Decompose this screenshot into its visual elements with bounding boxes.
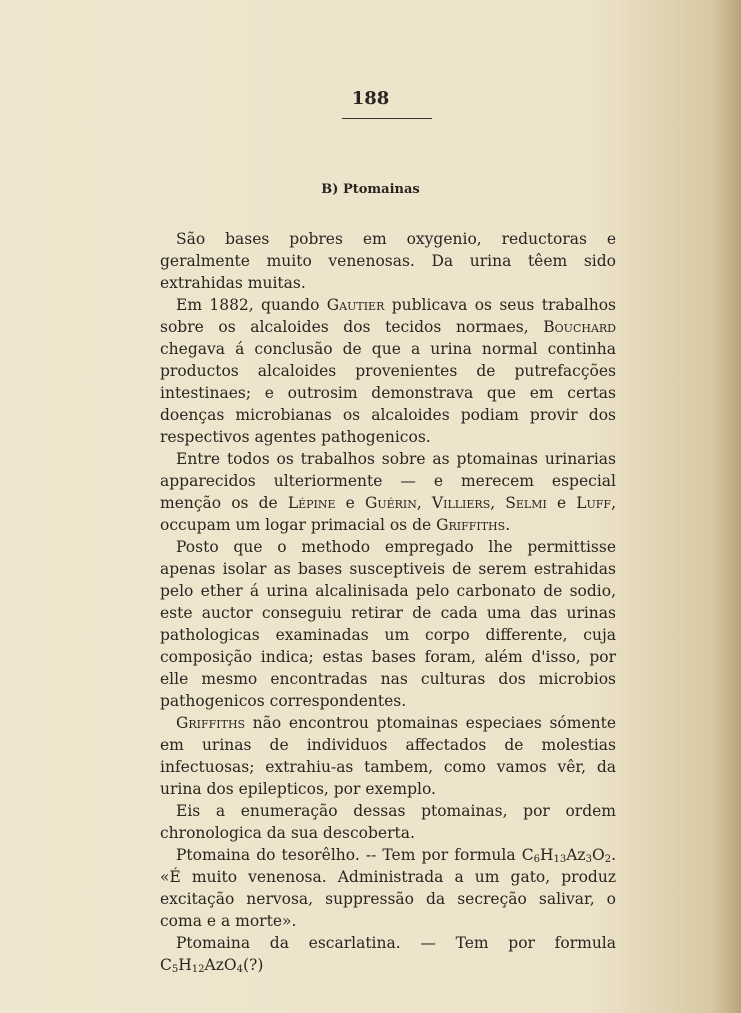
text-run: Eis a enumeração dessas ptomainas, por ordem chronologica da sua descoberta. <box>160 802 616 842</box>
paragraph <box>160 228 616 294</box>
text-run: chegava á conclusão de que a urina normal continha productos alcaloides provenientes de putrefacções intestinaes; e outrosim demonstrava que em certas doenças microbianas os alcaloides podiam provir dos respectivos agentes pathogenicos. <box>160 340 616 446</box>
paragraph <box>160 844 616 932</box>
text-run: publicava os seus trabalhos sobre os alcaloides dos tecidos normaes, <box>160 296 616 336</box>
paragraph <box>160 712 616 800</box>
page-number: 188 <box>351 88 390 109</box>
text-run: São bases pobres em oxygenio, reductoras e geralmente muito venenosas. Da urina têem sido extrahidas muitas. <box>160 230 616 292</box>
paragraph <box>160 294 616 448</box>
text-run: e <box>546 494 577 512</box>
author-name: Bouchard <box>543 318 616 336</box>
text-run: Entre todos os trabalhos sobre as ptomainas urinarias apparecidos ulteriormente — e merecem especial menção os de <box>160 450 616 512</box>
text-run: O <box>591 846 605 864</box>
body-text <box>160 228 616 976</box>
text-run: Ptomaina da escarlatina. — Tem por formula C <box>160 934 616 974</box>
formula-subscript: 4 <box>236 964 243 975</box>
text-run: e <box>335 494 365 512</box>
text-run: Posto que o methodo empregado lhe permittisse apenas isolar as bases susceptiveis de serem estrahidas pelo ether á urina alcalinisada pelo carbonato de sodio, este auctor conseguiu retirar de cada uma das urinas pathologicas examinadas um corpo differente, cuja composição indica; estas bases foram, além d'isso, por elle mesmo encontradas nas culturas dos microbios pathogenicos correspondentes. <box>160 538 616 710</box>
paragraph <box>160 800 616 844</box>
author-name: Selmi <box>505 494 547 512</box>
text-run: AzO <box>204 956 237 974</box>
formula-subscript: 13 <box>553 854 567 865</box>
text-run: (?) <box>242 956 264 974</box>
text-run: Az <box>566 846 586 864</box>
formula-subscript: 2 <box>604 854 612 865</box>
author-name: Gautier <box>326 296 385 314</box>
text-run: H <box>539 846 554 864</box>
paragraph <box>160 932 616 976</box>
paragraph <box>160 448 616 536</box>
author-name: Guérin <box>364 494 417 512</box>
header-rule <box>342 118 432 119</box>
author-name: Griffiths <box>176 714 246 732</box>
formula-subscript: 3 <box>585 854 592 865</box>
author-name: Griffiths <box>436 516 506 534</box>
text-run: . <box>505 516 511 534</box>
formula-subscript: 12 <box>191 964 205 975</box>
text-run: , occupam um logar primacial os de <box>160 494 616 534</box>
text-run: Ptomaina do tesorêlho. -- Tem por formula C <box>176 846 534 864</box>
text-run: não encontrou ptomainas especiaes sómente em urinas de individuos affectados de molestias infectuosas; extrahiu-as tambem, como vamos vêr, da urina dos epilepticos, por exemplo. <box>160 714 616 798</box>
author-name: Villiers <box>431 494 491 512</box>
text-run: H <box>178 956 192 974</box>
text-run: . «É muito venenosa. Administrada a um gato, produz excitação nervosa, suppressão da secreção salivar, o coma e a morte». <box>160 846 616 930</box>
author-name: Lépine <box>287 494 336 512</box>
section-heading: B) Ptomainas <box>321 182 420 197</box>
text-run: Em 1882, quando <box>176 296 327 314</box>
formula-subscript: 5 <box>171 964 179 975</box>
author-name: Luff <box>576 494 612 512</box>
formula-subscript: 6 <box>533 854 540 865</box>
text-run: , <box>416 494 432 512</box>
text-run: , <box>490 494 506 512</box>
paragraph <box>160 536 616 712</box>
